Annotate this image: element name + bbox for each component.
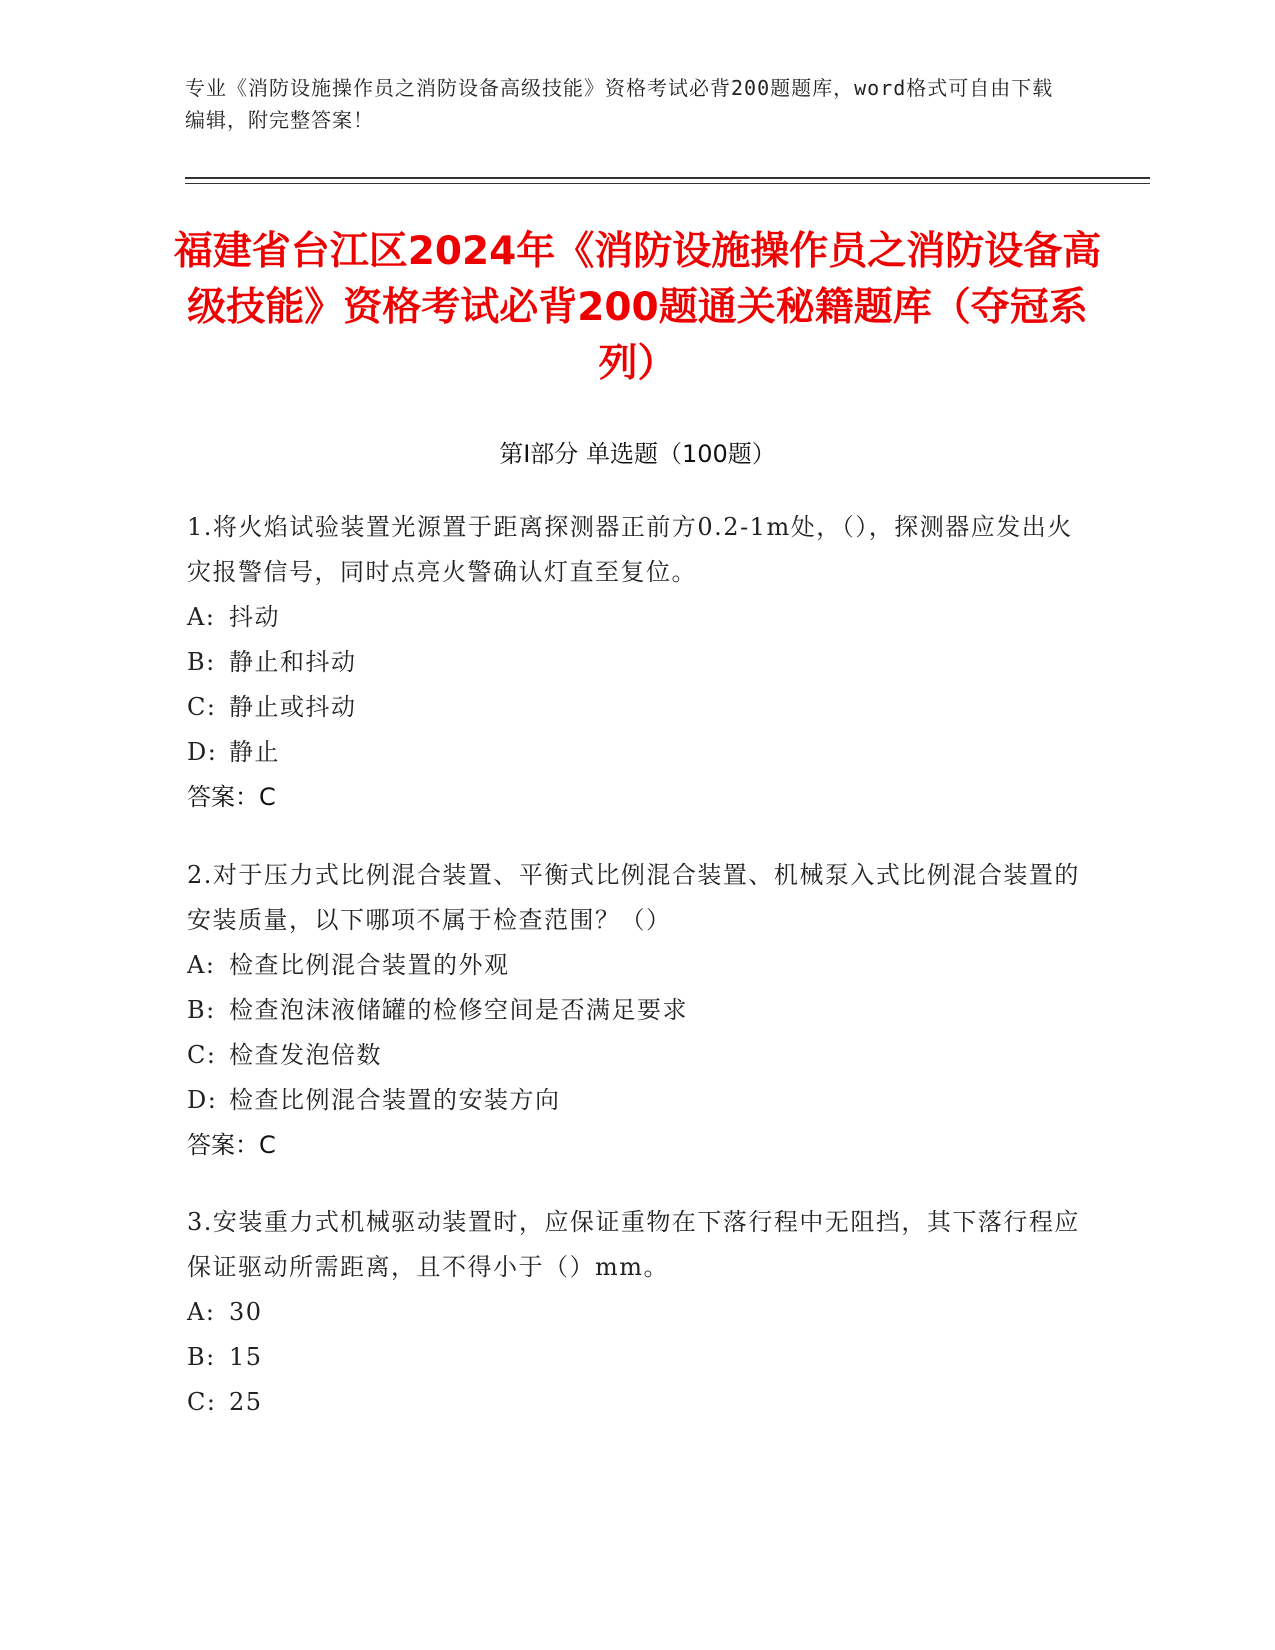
question-stem: 2.对于压力式比例混合装置、平衡式比例混合装置、机械泵入式比例混合装置的安装质量，以下哪项不属于检查范围？（） xyxy=(187,861,1080,934)
header-divider-thin xyxy=(185,183,1150,184)
option-c xyxy=(187,685,1087,730)
question-stem: 1.将火焰试验装置光源置于距离探测器正前方0.2-1m处，（），探测器应发出火灾报警信号，同时点亮火警确认灯直至复位。 xyxy=(187,513,1073,586)
option-b xyxy=(187,1335,1087,1380)
option-text: 检查发泡倍数 xyxy=(229,1041,382,1069)
option-key: D: xyxy=(187,738,218,766)
option-text: 检查比例混合装置的外观 xyxy=(229,951,510,979)
option-text: 检查比例混合装置的安装方向 xyxy=(229,1086,561,1114)
option-text: 检查泡沫液储罐的检修空间是否满足要求 xyxy=(229,996,688,1024)
answer-value: C xyxy=(259,783,276,811)
option-c xyxy=(187,1380,1087,1425)
option-key: B: xyxy=(187,648,216,676)
option-key: A: xyxy=(187,951,216,979)
option-key: A: xyxy=(187,603,216,631)
option-text: 静止和抖动 xyxy=(229,648,357,676)
section-title: 第Ⅰ部分 单选题（100题） xyxy=(499,440,776,468)
document-title: 福建省台江区2024年《消防设施操作员之消防设备高级技能》资格考试必背200题通关秘籍题库（夺冠系列） xyxy=(173,229,1102,386)
option-a xyxy=(187,943,1087,988)
question-2 xyxy=(187,853,1087,1168)
option-text: 静止或抖动 xyxy=(229,693,357,721)
option-text: 抖动 xyxy=(229,603,280,631)
option-d xyxy=(187,1078,1087,1123)
option-key: B: xyxy=(187,1343,216,1371)
option-d xyxy=(187,730,1087,775)
answer-line xyxy=(187,775,1087,820)
option-text: 15 xyxy=(229,1343,263,1371)
option-key: C: xyxy=(187,1041,217,1069)
answer-value: C xyxy=(259,1131,276,1159)
option-a xyxy=(187,1290,1087,1335)
option-text: 30 xyxy=(229,1298,263,1326)
answer-prefix: 答案： xyxy=(187,1131,259,1159)
option-key: C: xyxy=(187,1388,217,1416)
option-key: B: xyxy=(187,996,216,1024)
header-divider-thick xyxy=(185,177,1150,179)
option-key: C: xyxy=(187,693,217,721)
option-key: D: xyxy=(187,1086,218,1114)
question-1 xyxy=(187,505,1087,820)
header-note: 专业《消防设施操作员之消防设备高级技能》资格考试必背200题题库，word格式可自由下载编辑，附完整答案！ xyxy=(185,76,1054,132)
option-text: 25 xyxy=(229,1388,263,1416)
answer-prefix: 答案： xyxy=(187,783,259,811)
option-c xyxy=(187,1033,1087,1078)
answer-line xyxy=(187,1123,1087,1168)
option-a xyxy=(187,595,1087,640)
option-b xyxy=(187,640,1087,685)
option-b xyxy=(187,988,1087,1033)
option-key: A: xyxy=(187,1298,216,1326)
option-text: 静止 xyxy=(229,738,280,766)
question-stem: 3.安装重力式机械驱动装置时，应保证重物在下落行程中无阻挡，其下落行程应保证驱动所需距离，且不得小于（）mm。 xyxy=(187,1208,1080,1281)
question-3 xyxy=(187,1200,1087,1425)
